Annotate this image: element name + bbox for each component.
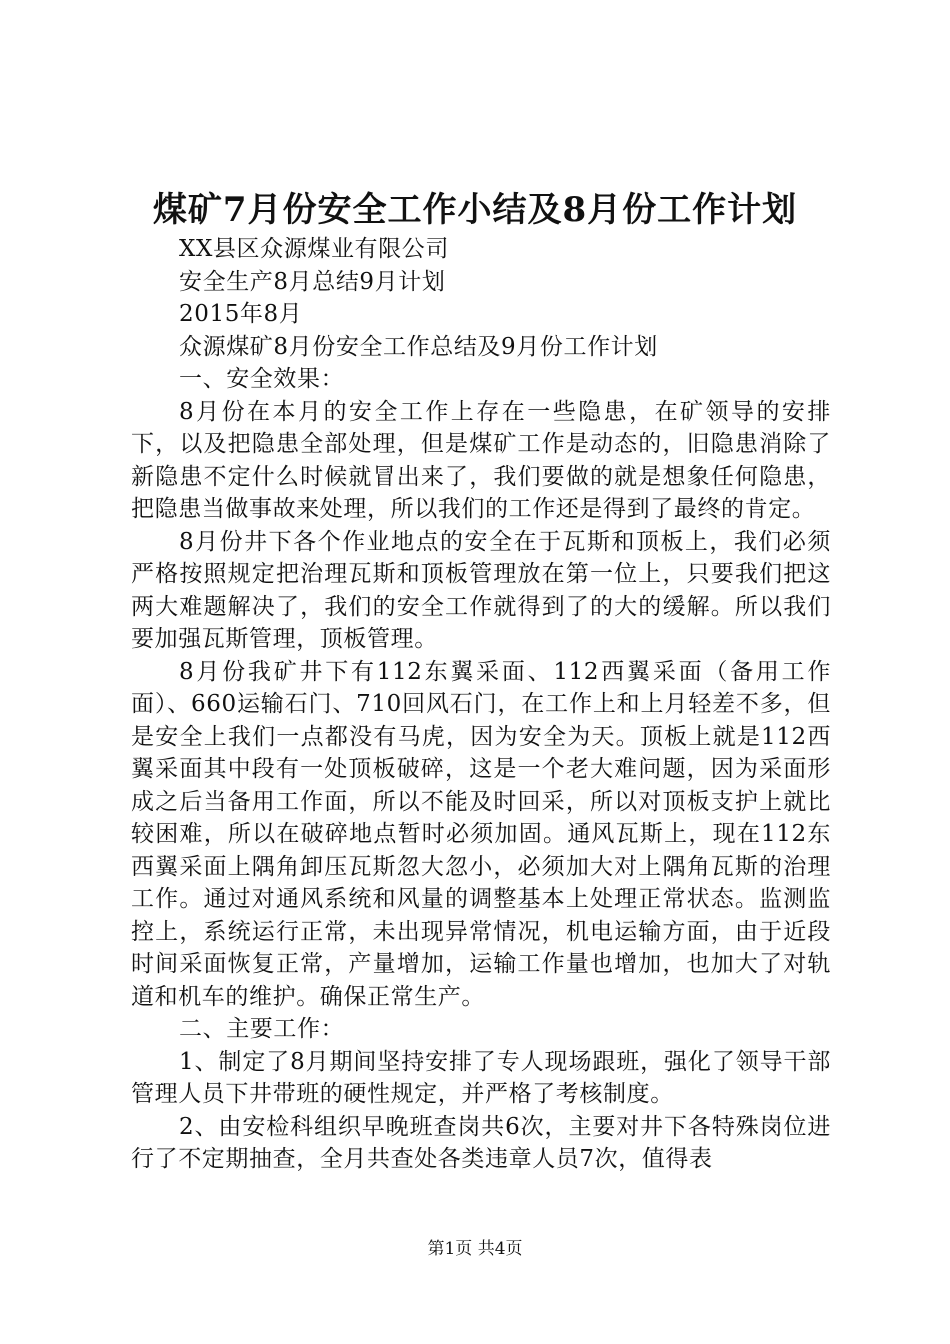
report-date-line: 2015年8月 bbox=[179, 301, 303, 327]
report-heading-line: 众源煤矿8月份安全工作总结及9月份工作计划 bbox=[179, 333, 658, 360]
company-name-line: XX县区众源煤业有限公司 bbox=[179, 236, 449, 262]
paragraph-work-faces: 8月份我矿井下有112东翼采面、112西翼采面（备用工作面）、660运输石门、710回风石门，在工作上和上月轻差不多，但是安全上我们一点都没有马虎，因为安全为天。顶板上就是112西翼采面其中段有一处顶板破碎，这是一个老大难问题，因为采面形成之后当备用工作面，所以不能及时回采，所以对顶板支护上就比较困难，所以在破碎地点暂时必须加固。通风瓦斯上，现在112东西翼采面上隅角卸压瓦斯忽大忽小，必须加大对上隅角瓦斯的治理工作。通过对通风系统和风量的调整基本上处理正常状态。监测监控上，系统运行正常，未出现异常情况，机电运输方面，由于近段时间采面恢复正常，产量增加，运输工作量也增加，也加大了对轨道和机车的维护。确保正常生产。 bbox=[131, 658, 831, 1010]
document-body bbox=[131, 233, 831, 1176]
document-title: 煤矿7月份安全工作小结及8月份工作计划 bbox=[152, 190, 798, 230]
section-heading-main-work: 二、主要工作： bbox=[179, 1016, 345, 1042]
paragraph-main-work-1: 1、制定了8月期间坚持安排了专人现场跟班，强化了领导干部管理人员下井带班的硬性规定，并严格了考核制度。 bbox=[131, 1048, 831, 1107]
paragraph-gas-roof: 8月份井下各个作业地点的安全在于瓦斯和顶板上，我们必须严格按照规定把治理瓦斯和顶板管理放在第一位上，只要我们把这两大难题解决了，我们的安全工作就得到了的大的缓解。所以我们要加强瓦斯管理，顶板管理。 bbox=[131, 528, 831, 652]
report-subtitle-line: 安全生产8月总结9月计划 bbox=[179, 268, 446, 295]
paragraph-safety-hazards: 8月份在本月的安全工作上存在一些隐患，在矿领导的安排下，以及把隐患全部处理，但是煤矿工作是动态的，旧隐患消除了新隐患不定什么时候就冒出来了，我们要做的就是想象任何隐患，把隐患当做事故来处理，所以我们的工作还是得到了最终的肯定。 bbox=[131, 398, 831, 522]
section-heading-safety-results: 一、安全效果： bbox=[179, 366, 345, 392]
paragraph-main-work-2: 2、由安检科组织早晚班查岗共6次，主要对井下各特殊岗位进行了不定期抽查，全月共查处各类违章人员7次，值得表 bbox=[131, 1113, 831, 1172]
page-footer: 第1页 共4页 bbox=[427, 1239, 523, 1259]
